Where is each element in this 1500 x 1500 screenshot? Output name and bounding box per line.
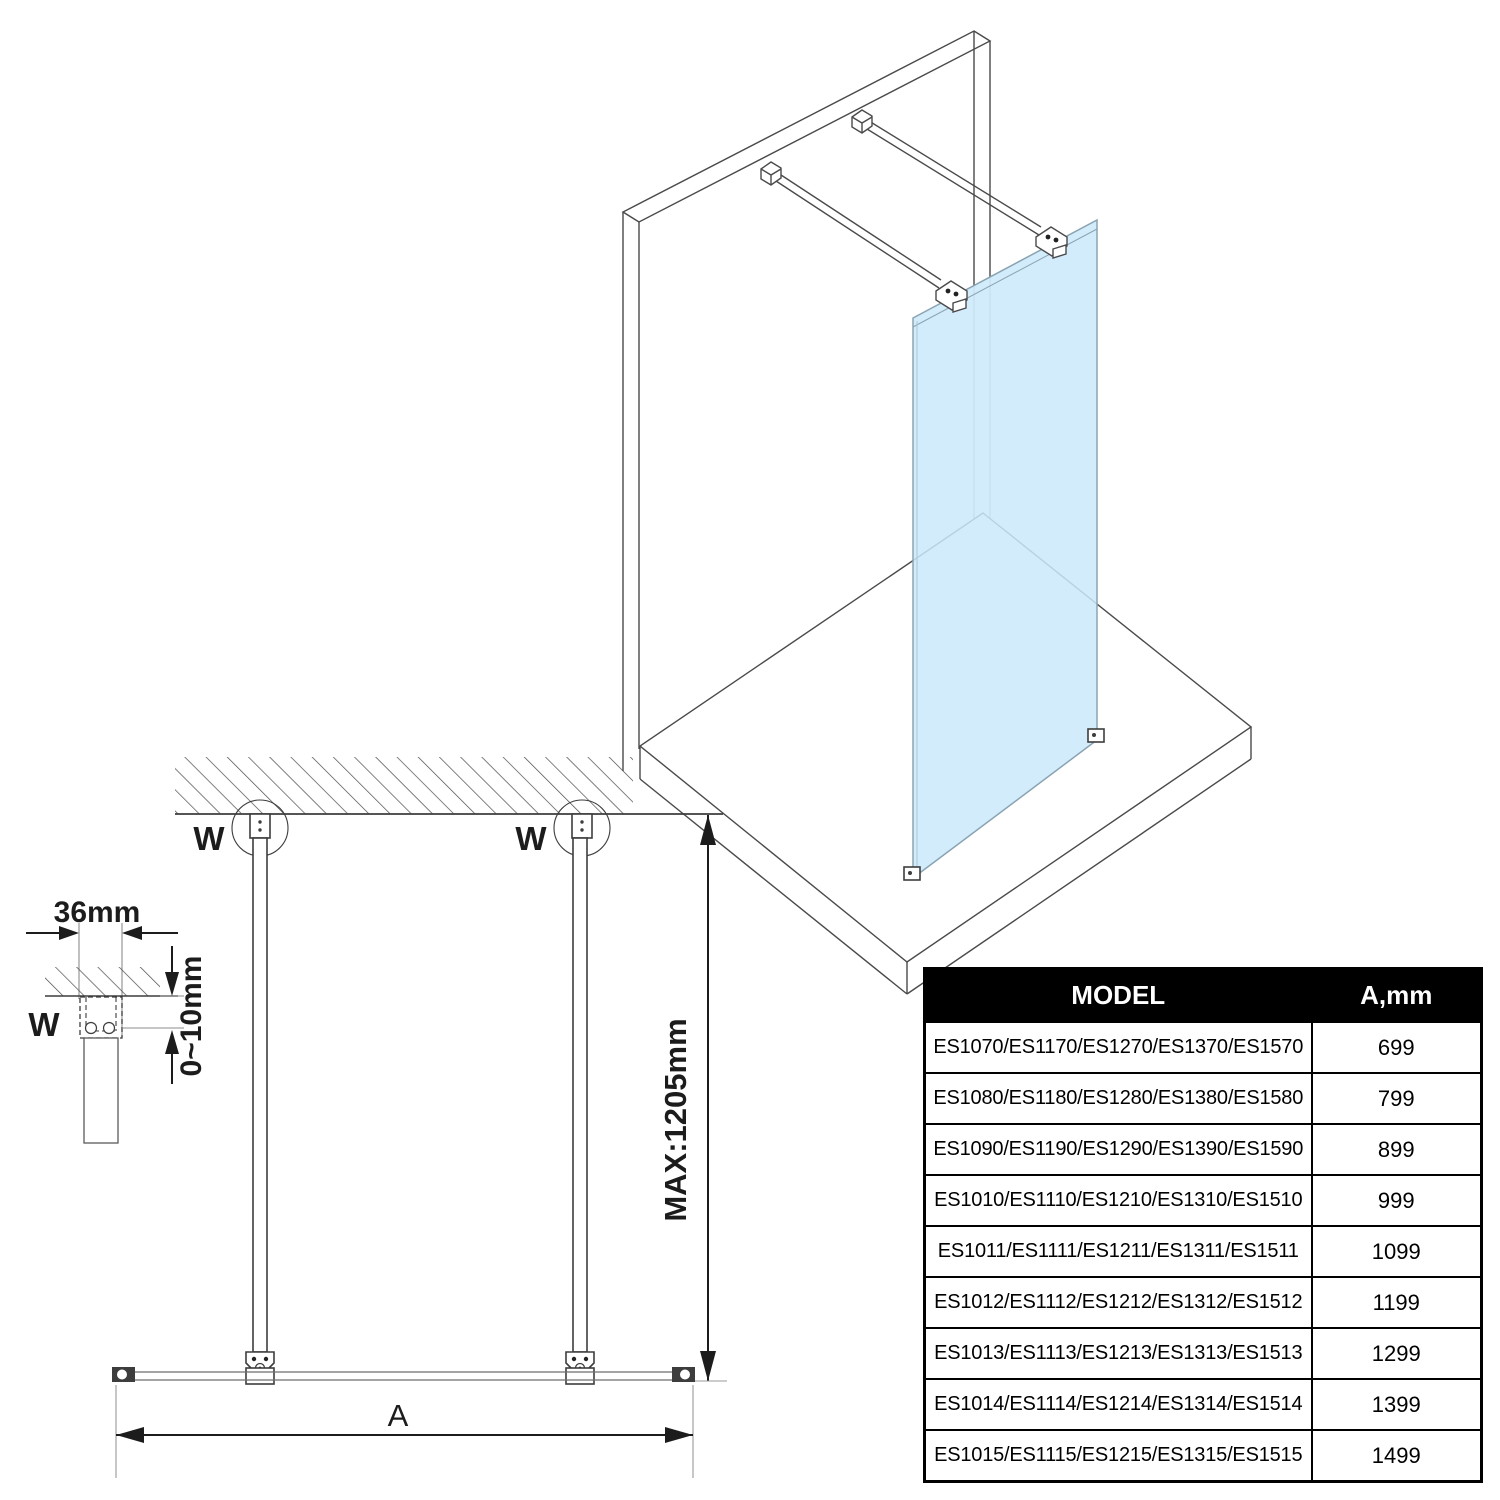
a-mm-cell: 1399 <box>1312 1379 1482 1430</box>
a-mm-cell: 799 <box>1312 1073 1482 1124</box>
a-mm-cell: 699 <box>1312 1022 1482 1073</box>
gap-range-label: 0~10mm <box>175 955 208 1077</box>
model-cell: ES1011/ES1111/ES1211/ES1311/ES1511 <box>925 1226 1312 1277</box>
width-dimension-label: A <box>387 1398 409 1433</box>
table-row <box>925 1379 1482 1430</box>
table-row <box>925 1022 1482 1073</box>
table-row <box>925 1124 1482 1175</box>
iso-support-bar-front <box>761 162 967 312</box>
a-mm-cell: 1499 <box>1312 1430 1482 1482</box>
wall-marker-detail: W <box>28 1006 60 1043</box>
table-row <box>925 1226 1482 1277</box>
model-cell: ES1012/ES1112/ES1212/ES1312/ES1512 <box>925 1277 1312 1328</box>
plan-glass-clamp-left <box>246 1352 274 1384</box>
model-cell: ES1070/ES1170/ES1270/ES1370/ES1570 <box>925 1022 1312 1073</box>
model-cell: ES1090/ES1190/ES1290/ES1390/ES1590 <box>925 1124 1312 1175</box>
max-height-label: MAX:1205mm <box>658 1018 693 1222</box>
isometric-view <box>623 31 1251 994</box>
dimension-max-height <box>695 815 727 1381</box>
plan-glass-edge <box>112 1367 695 1382</box>
detail-wall-hatch <box>45 967 178 996</box>
wall-marker-plan-right: W <box>515 820 547 857</box>
table-row <box>925 1430 1482 1482</box>
a-mm-cell: 999 <box>1312 1175 1482 1226</box>
detail-bracket-profile <box>80 997 122 1038</box>
col-header-a-mm: A,mm <box>1312 969 1482 1023</box>
model-cell: ES1015/ES1115/ES1215/ES1315/ES1515 <box>925 1430 1312 1482</box>
model-cell: ES1080/ES1180/ES1280/ES1380/ES1580 <box>925 1073 1312 1124</box>
model-size-table <box>923 967 1483 1483</box>
wall-marker-plan-left: W <box>193 820 225 857</box>
plan-wall-hatch <box>175 757 723 814</box>
a-mm-cell: 1299 <box>1312 1328 1482 1379</box>
plan-support-bar-right <box>573 838 587 1352</box>
table-header-row <box>925 969 1482 1023</box>
plan-support-bar-left <box>253 838 267 1352</box>
iso-support-bar-rear <box>852 110 1067 258</box>
table-row <box>925 1328 1482 1379</box>
table-row <box>925 1073 1482 1124</box>
col-header-model: MODEL <box>925 969 1312 1023</box>
model-cell: ES1014/ES1114/ES1214/ES1314/ES1514 <box>925 1379 1312 1430</box>
model-cell: ES1010/ES1110/ES1210/ES1310/ES1510 <box>925 1175 1312 1226</box>
a-mm-cell: 1099 <box>1312 1226 1482 1277</box>
table-row <box>925 1175 1482 1226</box>
table-row <box>925 1277 1482 1328</box>
detail-support-bar <box>84 1038 118 1143</box>
plan-glass-clamp-right <box>566 1352 594 1384</box>
a-mm-cell: 1199 <box>1312 1277 1482 1328</box>
bracket-width-label: 36mm <box>53 896 141 929</box>
plan-view <box>112 757 727 1478</box>
a-mm-cell: 899 <box>1312 1124 1482 1175</box>
model-cell: ES1013/ES1113/ES1213/ES1313/ES1513 <box>925 1328 1312 1379</box>
